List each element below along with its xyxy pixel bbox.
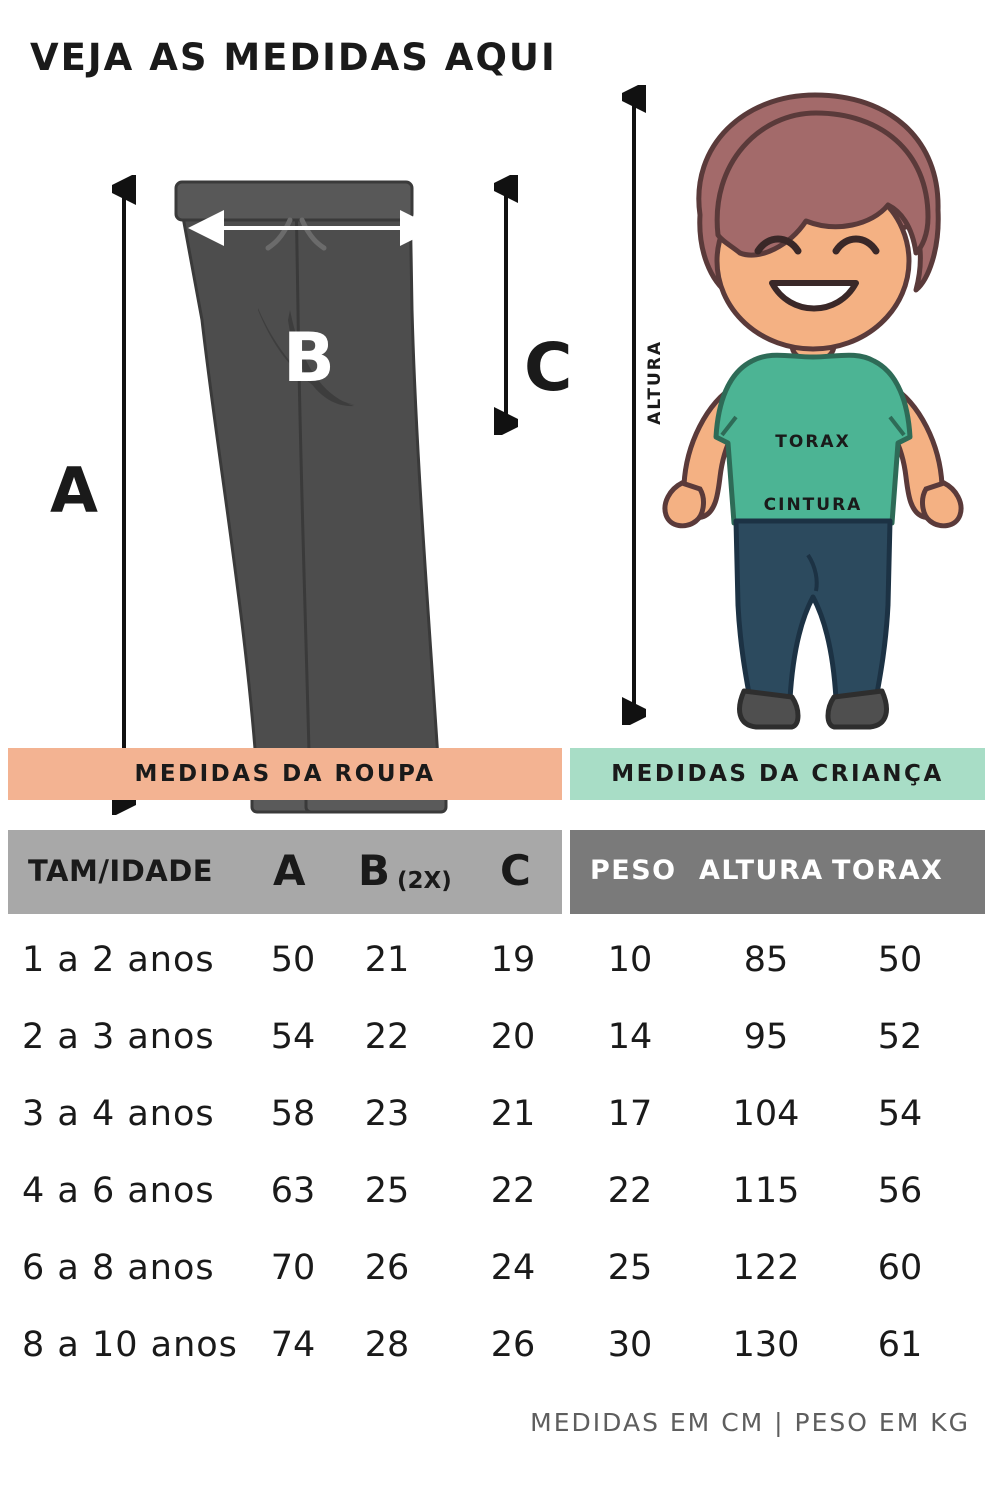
column-header-child xyxy=(570,830,985,914)
cell-a: 63 xyxy=(270,1171,316,1211)
table-row xyxy=(0,1080,1000,1157)
cell-peso: 10 xyxy=(607,940,653,980)
label-altura: ALTURA xyxy=(645,340,665,425)
cell-peso: 14 xyxy=(607,1017,653,1057)
cell-a: 70 xyxy=(270,1248,316,1288)
cell-age: 6 a 8 anos xyxy=(22,1248,215,1288)
cell-altura: 115 xyxy=(732,1171,800,1211)
cell-c: 21 xyxy=(490,1094,536,1134)
cell-age: 1 a 2 anos xyxy=(22,940,215,980)
cell-altura: 130 xyxy=(732,1325,800,1365)
cell-a: 54 xyxy=(270,1017,316,1057)
cell-c: 22 xyxy=(490,1171,536,1211)
column-label-altura: ALTURA xyxy=(699,855,824,886)
table-row xyxy=(0,1003,1000,1080)
column-label-a: A xyxy=(273,846,306,895)
cell-c: 26 xyxy=(490,1325,536,1365)
cell-c: 20 xyxy=(490,1017,536,1057)
section-header-clothes: MEDIDAS DA ROUPA xyxy=(8,748,562,800)
child-illustration xyxy=(640,85,980,730)
cell-peso: 17 xyxy=(607,1094,653,1134)
cell-age: 4 a 6 anos xyxy=(22,1171,215,1211)
label-a: A xyxy=(50,454,98,527)
cell-altura: 122 xyxy=(732,1248,800,1288)
cell-age: 2 a 3 anos xyxy=(22,1017,215,1057)
label-b: B xyxy=(283,319,335,398)
size-table xyxy=(0,926,1000,1388)
cell-a: 50 xyxy=(270,940,316,980)
cell-c: 19 xyxy=(490,940,536,980)
cell-b: 25 xyxy=(364,1171,410,1211)
column-label-torax: TORAX xyxy=(832,855,944,886)
footnote: MEDIDAS EM CM | PESO EM KG xyxy=(530,1408,970,1437)
cell-b: 28 xyxy=(364,1325,410,1365)
column-label-size-age: TAM/IDADE xyxy=(28,854,214,888)
cell-torax: 52 xyxy=(877,1017,923,1057)
measurement-illustration xyxy=(0,85,1000,740)
cell-torax: 61 xyxy=(877,1325,923,1365)
column-label-peso: PESO xyxy=(590,855,677,886)
cell-age: 8 a 10 anos xyxy=(22,1325,238,1365)
cell-b: 22 xyxy=(364,1017,410,1057)
cell-torax: 50 xyxy=(877,940,923,980)
column-header-clothes xyxy=(8,830,562,914)
column-label-c: C xyxy=(500,846,531,895)
cell-age: 3 a 4 anos xyxy=(22,1094,215,1134)
table-row xyxy=(0,1157,1000,1234)
column-label-b: B xyxy=(358,846,391,895)
cell-b: 26 xyxy=(364,1248,410,1288)
measure-arrow-c xyxy=(494,175,518,435)
table-row xyxy=(0,1234,1000,1311)
cell-a: 74 xyxy=(270,1325,316,1365)
cell-a: 58 xyxy=(270,1094,316,1134)
cell-peso: 25 xyxy=(607,1248,653,1288)
cell-b: 21 xyxy=(364,940,410,980)
cell-torax: 56 xyxy=(877,1171,923,1211)
cell-peso: 22 xyxy=(607,1171,653,1211)
column-label-b-note: (2X) xyxy=(397,868,452,894)
label-c: C xyxy=(524,329,573,406)
svg-text:CINTURA: CINTURA xyxy=(763,495,863,515)
cell-c: 24 xyxy=(490,1248,536,1288)
cell-torax: 54 xyxy=(877,1094,923,1134)
cell-peso: 30 xyxy=(607,1325,653,1365)
page-title: VEJA AS MEDIDAS AQUI xyxy=(30,36,557,79)
section-header-child: MEDIDAS DA CRIANÇA xyxy=(570,748,985,800)
cell-altura: 95 xyxy=(743,1017,789,1057)
cell-altura: 85 xyxy=(743,940,789,980)
table-row xyxy=(0,1311,1000,1388)
cell-altura: 104 xyxy=(732,1094,800,1134)
table-row xyxy=(0,926,1000,1003)
cell-b: 23 xyxy=(364,1094,410,1134)
cell-torax: 60 xyxy=(877,1248,923,1288)
measure-arrow-a xyxy=(112,175,136,815)
svg-text:TORAX: TORAX xyxy=(775,432,851,452)
